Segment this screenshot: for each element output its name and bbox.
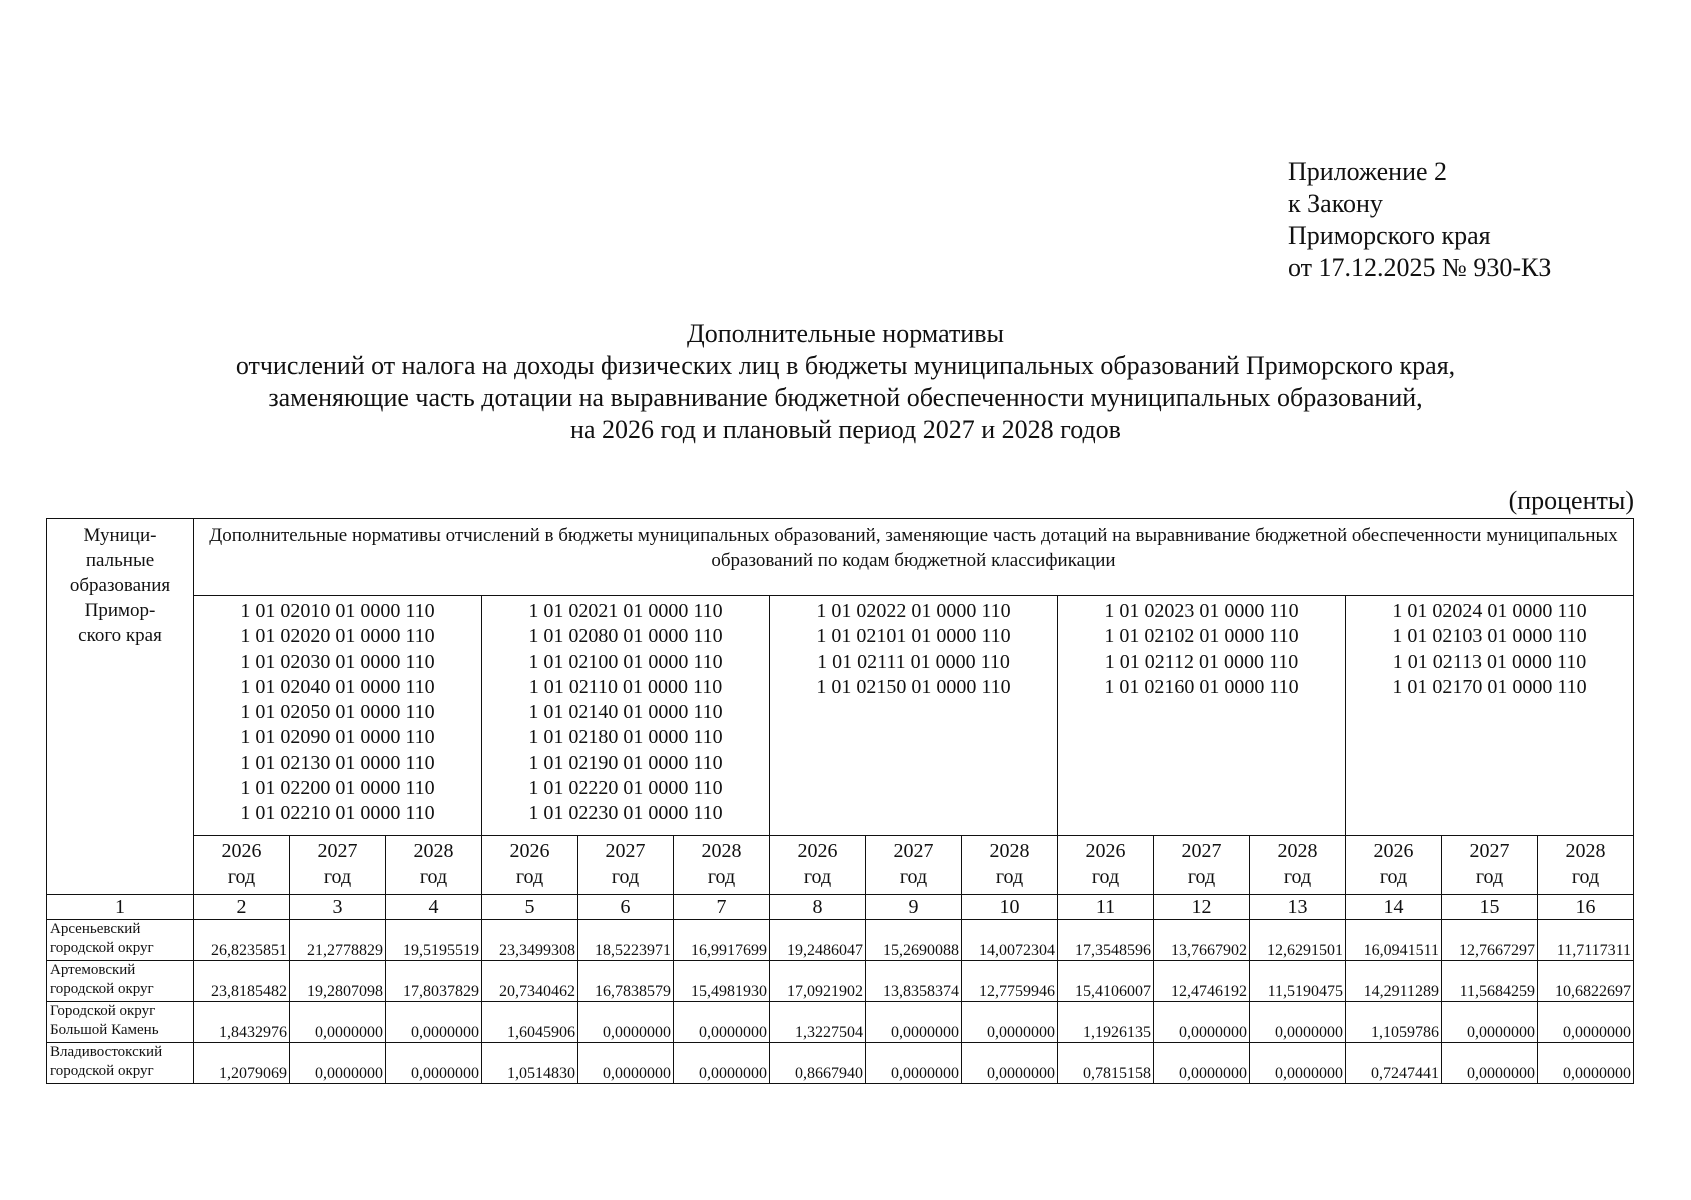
document-title: [0, 318, 1691, 446]
year-header: 2028 год: [674, 836, 770, 895]
norm-value: 1,0514830: [482, 1043, 578, 1084]
budget-code: 1 01 02100 01 0000 110: [528, 650, 723, 673]
norm-value: 12,7759946: [962, 961, 1058, 1002]
year-header: 2027 год: [578, 836, 674, 895]
column-number: 1: [47, 895, 194, 920]
budget-code: 1 01 02150 01 0000 110: [816, 675, 1011, 698]
budget-code: 1 01 02170 01 0000 110: [1392, 675, 1587, 698]
budget-code: 1 01 02023 01 0000 110: [1104, 600, 1299, 622]
norm-value: 0,0000000: [1538, 1043, 1634, 1084]
year-header: 2026 год: [482, 836, 578, 895]
norm-value: 0,0000000: [866, 1043, 962, 1084]
norm-value: 14,0072304: [962, 920, 1058, 961]
budget-code: 1 01 02110 01 0000 110: [528, 675, 723, 698]
column-number: 2: [194, 895, 290, 920]
budget-code: 1 01 02101 01 0000 110: [816, 625, 1011, 648]
budget-code: 1 01 02112 01 0000 110: [1104, 650, 1299, 673]
norm-value: 0,7247441: [1346, 1043, 1442, 1084]
norm-value: 23,3499308: [482, 920, 578, 961]
budget-code: 1 01 02130 01 0000 110: [240, 751, 435, 774]
region-name: Городской округ Большой Камень: [47, 1002, 194, 1043]
column-number: 16: [1538, 895, 1634, 920]
norm-value: 16,9917699: [674, 920, 770, 961]
budget-code: 1 01 02022 01 0000 110: [816, 600, 1011, 622]
title-line: заменяющие часть дотации на выравнивание бюджетной обеспеченности муниципальных образований,: [268, 383, 1423, 412]
norm-value: 13,7667902: [1154, 920, 1250, 961]
norm-value: 1,6045906: [482, 1002, 578, 1043]
norm-value: 0,0000000: [1154, 1043, 1250, 1084]
budget-code: 1 01 02220 01 0000 110: [528, 777, 723, 800]
norm-value: 15,4981930: [674, 961, 770, 1002]
column-number-row: [47, 895, 1634, 920]
appendix-block: [1288, 156, 1551, 284]
region-name: Арсеньевский городской округ: [47, 920, 194, 961]
budget-code: 1 01 02103 01 0000 110: [1392, 625, 1587, 648]
norm-value: 0,0000000: [674, 1043, 770, 1084]
budget-code: 1 01 02102 01 0000 110: [1104, 625, 1299, 648]
norm-value: 0,0000000: [578, 1043, 674, 1084]
norm-value: 12,4746192: [1154, 961, 1250, 1002]
budget-code: 1 01 02050 01 0000 110: [240, 701, 435, 724]
norm-value: 0,0000000: [1442, 1002, 1538, 1043]
header-row-years: [47, 836, 1634, 895]
title-line: отчислений от налога на доходы физических лиц в бюджеты муниципальных образований Приморского края,: [235, 351, 1456, 380]
norm-value: 26,8235851: [194, 920, 290, 961]
code-group-cell: [1058, 596, 1346, 836]
column-number: 10: [962, 895, 1058, 920]
norm-value: 17,0921902: [770, 961, 866, 1002]
norms-table: [46, 518, 1634, 1084]
column-number: 12: [1154, 895, 1250, 920]
norm-value: 0,0000000: [578, 1002, 674, 1043]
norm-value: 1,1926135: [1058, 1002, 1154, 1043]
budget-code: 1 01 02021 01 0000 110: [528, 600, 723, 622]
region-name: Артемовский городской округ: [47, 961, 194, 1002]
norm-value: 13,8358374: [866, 961, 962, 1002]
header-row-top: [47, 519, 1634, 596]
year-header: 2026 год: [1346, 836, 1442, 895]
norm-value: 11,7117311: [1538, 920, 1634, 961]
norm-value: 14,2911289: [1346, 961, 1442, 1002]
norm-value: 0,0000000: [1154, 1002, 1250, 1043]
norm-value: 15,4106007: [1058, 961, 1154, 1002]
year-header: 2027 год: [1442, 836, 1538, 895]
year-header: 2028 год: [1538, 836, 1634, 895]
units-label: (проценты): [1508, 486, 1634, 515]
norm-value: 21,2778829: [290, 920, 386, 961]
column-number: 8: [770, 895, 866, 920]
classification-header: Дополнительные нормативы отчислений в бюджеты муниципальных образований, заменяющие часть дотаций на выравнивание бюджетной обеспеченности муниципальных образований по кодам бюджетной классификации: [194, 519, 1634, 596]
budget-code: 1 01 02111 01 0000 110: [817, 650, 1010, 673]
norm-value: 0,0000000: [1250, 1043, 1346, 1084]
year-header: 2027 год: [866, 836, 962, 895]
budget-code: 1 01 02030 01 0000 110: [240, 650, 435, 673]
norm-value: 23,8185482: [194, 961, 290, 1002]
code-group-cell: [770, 596, 1058, 836]
norm-value: 0,0000000: [962, 1043, 1058, 1084]
norm-value: 16,7838579: [578, 961, 674, 1002]
column-number: 4: [386, 895, 482, 920]
appendix-line: к Закону: [1288, 189, 1383, 218]
norm-value: 19,2807098: [290, 961, 386, 1002]
year-header: 2027 год: [1154, 836, 1250, 895]
budget-code: 1 01 02113 01 0000 110: [1392, 650, 1587, 673]
norm-value: 12,6291501: [1250, 920, 1346, 961]
norm-value: 0,0000000: [1442, 1043, 1538, 1084]
norm-value: 20,7340462: [482, 961, 578, 1002]
column-number: 9: [866, 895, 962, 920]
budget-code: 1 01 02210 01 0000 110: [240, 802, 435, 825]
column-number: 7: [674, 895, 770, 920]
norm-value: 0,0000000: [1538, 1002, 1634, 1043]
column-number: 13: [1250, 895, 1346, 920]
table-row: [47, 920, 1634, 961]
year-header: 2027 год: [290, 836, 386, 895]
appendix-line: от 17.12.2025 № 930-КЗ: [1288, 253, 1552, 282]
norm-value: 17,8037829: [386, 961, 482, 1002]
column-number: 14: [1346, 895, 1442, 920]
norm-value: 1,8432976: [194, 1002, 290, 1043]
norm-value: 17,3548596: [1058, 920, 1154, 961]
norm-value: 15,2690088: [866, 920, 962, 961]
norm-value: 1,1059786: [1346, 1002, 1442, 1043]
column-number: 15: [1442, 895, 1538, 920]
budget-code: 1 01 02160 01 0000 110: [1104, 675, 1299, 698]
region-name: Владивостокский городской округ: [47, 1043, 194, 1084]
norm-value: 0,0000000: [674, 1002, 770, 1043]
budget-code: 1 01 02020 01 0000 110: [240, 625, 435, 648]
column-number: 5: [482, 895, 578, 920]
budget-code: 1 01 02024 01 0000 110: [1392, 600, 1587, 622]
title-line: на 2026 год и плановый период 2027 и 2028 годов: [570, 415, 1121, 444]
norm-value: 1,3227504: [770, 1002, 866, 1043]
budget-code: 1 01 02200 01 0000 110: [240, 777, 435, 800]
column-number: 6: [578, 895, 674, 920]
budget-code: 1 01 02090 01 0000 110: [240, 726, 435, 749]
table-row: [47, 1043, 1634, 1084]
norm-value: 16,0941511: [1346, 920, 1442, 961]
budget-code: 1 01 02180 01 0000 110: [528, 726, 723, 749]
norm-value: 0,0000000: [962, 1002, 1058, 1043]
budget-code: 1 01 02190 01 0000 110: [528, 751, 723, 774]
norm-value: 12,7667297: [1442, 920, 1538, 961]
code-group-cell: [1346, 596, 1634, 836]
norm-value: 0,0000000: [386, 1002, 482, 1043]
code-group-cell: [482, 596, 770, 836]
norm-value: 10,6822697: [1538, 961, 1634, 1002]
year-header: 2028 год: [1250, 836, 1346, 895]
appendix-line: Приморского края: [1288, 221, 1491, 250]
year-header: 2026 год: [770, 836, 866, 895]
code-group-cell: [194, 596, 482, 836]
norm-value: 0,0000000: [386, 1043, 482, 1084]
norm-value: 11,5684259: [1442, 961, 1538, 1002]
norm-value: 0,7815158: [1058, 1043, 1154, 1084]
table-row: [47, 1002, 1634, 1043]
norm-value: 18,5223971: [578, 920, 674, 961]
year-header: 2028 год: [962, 836, 1058, 895]
region-column-header: Муници- пальные образования Примор- ского края: [47, 519, 194, 895]
column-number: 3: [290, 895, 386, 920]
budget-code: 1 01 02080 01 0000 110: [528, 625, 723, 648]
norm-value: 0,0000000: [1250, 1002, 1346, 1043]
norm-value: 0,0000000: [866, 1002, 962, 1043]
appendix-line: Приложение 2: [1288, 157, 1448, 186]
budget-code: 1 01 02140 01 0000 110: [528, 701, 723, 724]
budget-code: 1 01 02010 01 0000 110: [240, 600, 435, 622]
norm-value: 0,0000000: [290, 1043, 386, 1084]
budget-code: 1 01 02040 01 0000 110: [240, 675, 435, 698]
column-number: 11: [1058, 895, 1154, 920]
norm-value: 19,2486047: [770, 920, 866, 961]
year-header: 2026 год: [194, 836, 290, 895]
norm-value: 11,5190475: [1250, 961, 1346, 1002]
budget-code: 1 01 02230 01 0000 110: [528, 802, 723, 825]
norm-value: 0,8667940: [770, 1043, 866, 1084]
header-row-codes: [47, 596, 1634, 836]
norm-value: 0,0000000: [290, 1002, 386, 1043]
title-line: Дополнительные нормативы: [687, 319, 1004, 348]
norm-value: 1,2079069: [194, 1043, 290, 1084]
norm-value: 19,5195519: [386, 920, 482, 961]
year-header: 2026 год: [1058, 836, 1154, 895]
table-row: [47, 961, 1634, 1002]
year-header: 2028 год: [386, 836, 482, 895]
